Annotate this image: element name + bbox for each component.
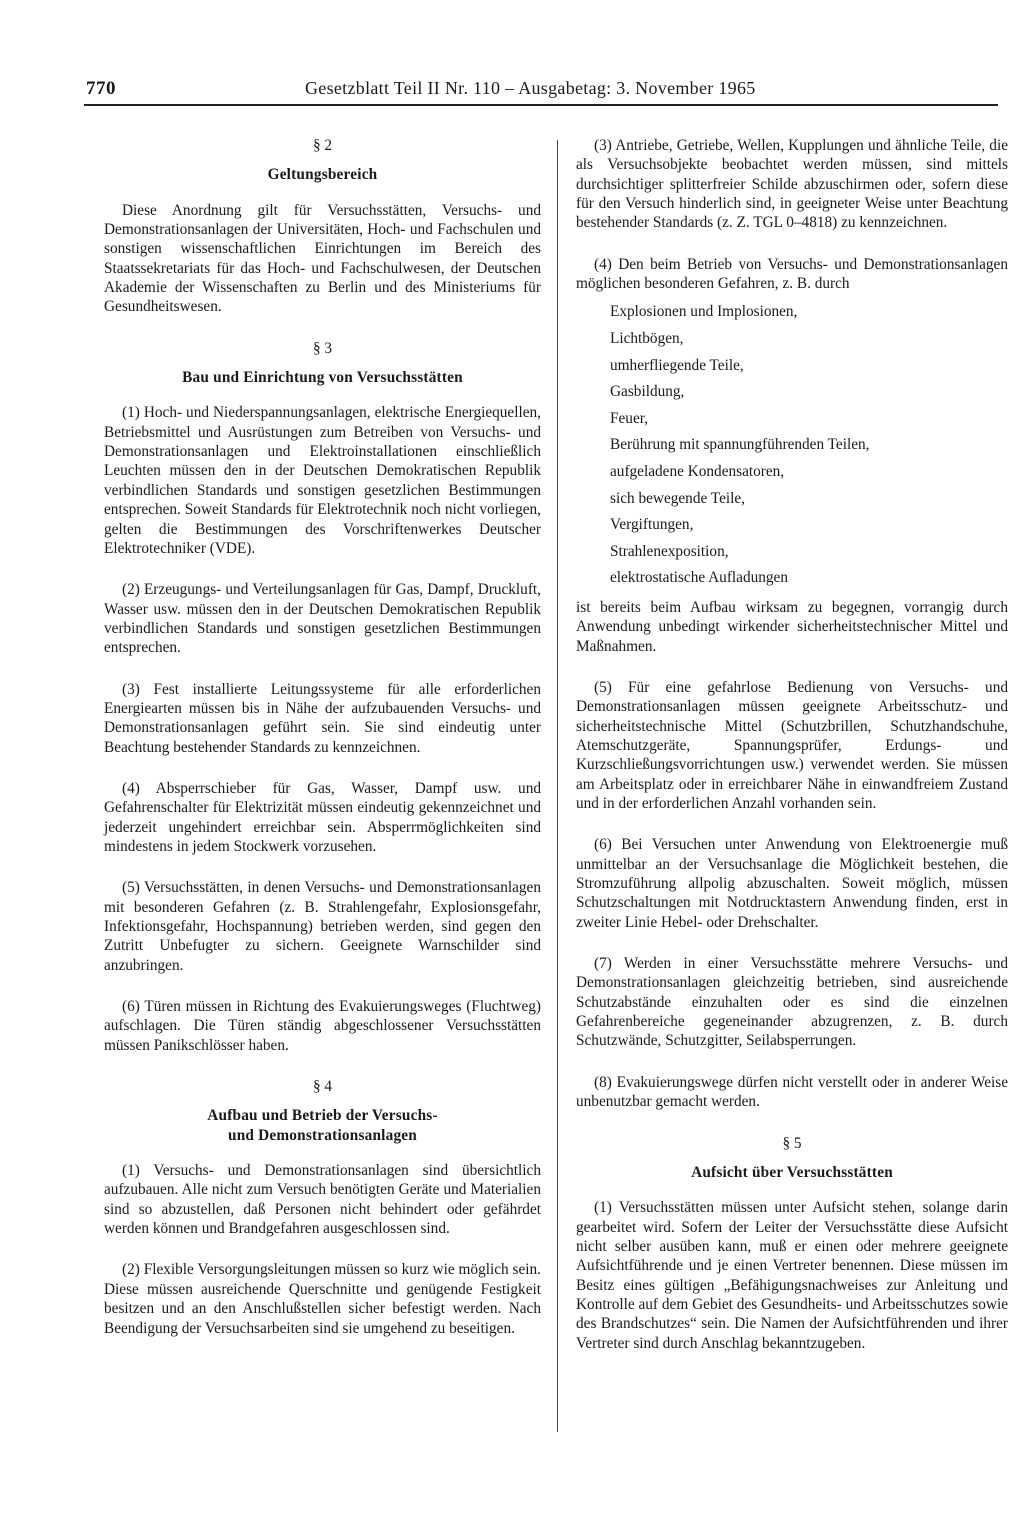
column-divider [557,140,558,1432]
paragraph: (6) Türen müssen in Richtung des Evakuierungsweges (Fluchtweg) aufschlagen. Die Türen ständig abgeschlossener Versuchsstätten müssen Panikschlösser haben. [104,998,541,1054]
paragraph: ist bereits beim Aufbau wirksam zu begegnen, vorrangig durch Anwendung unbedingt wirkender sicherheitstechnischer Mittel und Maßnahmen. [576,598,1008,655]
paragraph: (2) Flexible Versorgungsleitungen müssen so kurz wie möglich sein. Diese müssen ausreichende Querschnitte und genügende Festigkeit besitzen und an den Anschlußstellen sicher befestigt werden. Nach Beendigung der Versuchsarbeiten sind sie umgehend zu beseitigen. [104,1261,541,1337]
paragraph: (2) Erzeugungs- und Verteilungsanlagen für Gas, Dampf, Druckluft, Wasser usw. müssen den in der Deutschen Demokratischen Republik verbindlichen Standards und sonstigen gesetzlichen Bestimmungen entsprechen. [104,581,541,657]
paragraph: (3) Antriebe, Getriebe, Wellen, Kupplungen und ähnliche Teile, die als Versuchsobjekte beobachtet werden müssen, sind mittels durchsichtiger splitterfreier Schilde abzuschirmen oder, sofern diese für den Versuch hinderlich sind, in geeigneter Weise unter Beachtung bestehender Standards (z. Z. TGL 0–4818) zu kennzeichnen. [576,137,1008,232]
section-title: Aufsicht über Versuchsstätten [691,1163,893,1181]
page-number: 770 [86,78,116,99]
list-item: Gasbildung, [610,383,685,401]
section-number: § 4 [312,1078,333,1096]
list-item: Lichtbögen, [610,330,684,347]
header-rule [84,104,998,106]
paragraph: (4) Absperrschieber für Gas, Wasser, Dampf usw. und Gefahrenschalter für Elektrizität müssen eindeutig gekennzeichnet und jederzeit ungehindert erreichbar sein. Absperrmöglichkeiten sind mindestens in jedem Stockwerk vorzusehen. [104,779,541,855]
paragraph: Diese Anordnung gilt für Versuchsstätten, Versuchs- und Demonstrationsanlagen der Universitäten, Hoch- und Fachschulen und sonstigen wissenschaftlichen Einrichtungen im Bereich des Staatssekretariats für das Hoch- und Fachschulwesen, der Deutschen Akademie der Wissenschaften zu Berlin und des Ministeriums für Gesundheitswesen. [104,201,541,316]
paragraph: (4) Den beim Betrieb von Versuchs- und Demonstrationsanlagen möglichen besonderen Gefahren, z. B. durch [576,255,1008,293]
section-number: § 5 [782,1134,802,1152]
paragraph: (5) Versuchsstätten, in denen Versuchs- und Demonstrationsanlagen mit besonderen Gefahren (z. B. Strahlengefahr, Explosionsgefahr, Infektionsgefahr, Hochspannung) betrieben werden, sind gegen den Zutritt Unbefugter zu sichern. Geeignete Warnschilder sind anzubringen. [104,879,541,974]
paragraph: (1) Hoch- und Niederspannungsanlagen, elektrische Energiequellen, Betriebsmittel und Ausrüstungen zum Betreiben von Versuchs- und Demonstrationsanlagen und Elektroinstallationen einschließlich Leuchten müssen den in der Deutschen Demokratischen Republik verbindlichen Standards und sonstigen gesetzlichen Bestimmungen entsprechen. Soweit Standards für Elektrotechnik noch nicht vorliegen, gelten die Bestimmungen des Vorschriftenwerkes Deutscher Elektrotechniker (VDE). [104,404,541,557]
list-item: Explosionen und Implosionen, [610,303,798,321]
list-item: umherfliegende Teile, [610,356,744,374]
paragraph: (6) Bei Versuchen unter Anwendung von Elektroenergie muß unmittelbar an der Versuchsanlage die Möglichkeit bestehen, die Stromzuführung allpolig abzuschalten. Soweit möglich, müssen Schutzschaltungen mit Notdrucktastern Anwendung finden, erst in zweiter Linie Hebel- oder Drehschalter. [576,836,1008,931]
section-title-line1: Aufbau und Betrieb der Versuchs- [207,1107,438,1125]
paragraph: (5) Für eine gefahrlose Bedienung von Versuchs- und Demonstrationsanlagen müssen geeignete Arbeitsschutz- und sicherheitstechnische Mittel (Schutzbrillen, Schutzhandschuhe, Atemschutzgeräte, Spannungsprüfer, Erdungs- und Kurzschließungsvorrichtungen usw.) verwendet werden. Sie müssen am Arbeitsplatz oder in erreichbarer Nähe in einwandfreiem Zustand und in der erforderlichen Anzahl vorhanden sein. [576,678,1008,813]
section-title-line2: und Demonstrationsanlagen [227,1126,418,1144]
paragraph: (7) Werden in einer Versuchsstätte mehrere Versuchs- und Demonstrationsanlagen gleichzeitig betrieben, sind ausreichende Schutzabstände einzuhalten oder es sind die einzelnen Gefahrenbereiche gegeneinander abzugrenzen, z. B. durch Schutzwände, Schutzgitter, Seilabsperrungen. [576,955,1008,1050]
hazard-list [576,299,1008,592]
section-title: Bau und Einrichtung von Versuchsstätten [182,369,463,387]
list-item: Berührung mit spannungführenden Teilen, [610,436,870,454]
right-column [576,136,1008,1375]
list-item: Vergiftungen, [610,516,694,534]
section-title: Geltungsbereich [267,166,378,184]
section-number: § 3 [312,339,333,357]
list-item: Feuer, [610,409,649,427]
section-number: § 2 [312,137,333,154]
list-item: aufgeladene Kondensatoren, [610,462,785,480]
list-item: sich bewegende Teile, [610,489,745,507]
left-column [104,136,541,1360]
paragraph: (1) Versuchs- und Demonstrationsanlagen sind übersichtlich aufzubauen. Alle nicht zum Versuch benötigten Geräte und Materialien sind so abzustellen, daß Personen nicht behindert oder gefährdet werden können und Brandgefahren ausgeschlossen sind. [104,1162,541,1238]
running-title: Gesetzblatt Teil II Nr. 110 – Ausgabetag: 3. November 1965 [305,78,756,98]
paragraph: (8) Evakuierungswege dürfen nicht verstellt oder in anderer Weise unbenutzbar gemacht werden. [576,1073,1008,1111]
list-item: elektrostatische Aufladungen [610,569,788,587]
paragraph: (1) Versuchsstätten müssen unter Aufsicht stehen, solange darin gearbeitet wird. Sofern der Leiter der Versuchsstätte diese Aufsicht nicht selber ausüben kann, muß er einen oder mehrere geeignete Aufsichtführende und je einen Vertreter benennen. Diese müssen im Besitz eines gültigen „Befähigungsnachweises zur Anleitung und Kontrolle auf dem Gebiet des Gesundheits- und Arbeitsschutzes sowie des Brandschutzes“ sein. Die Namen der Aufsichtführenden und ihrer Vertreter sind durch Anschlag bekanntzugeben. [576,1199,1008,1352]
list-item: Strahlenexposition, [610,542,729,560]
page-header [86,78,998,106]
paragraph: (3) Fest installierte Leitungssysteme für alle erforderlichen Energiearten müssen bis in Nähe der aufzubauenden Versuchs- und Demonstrationsanlagen geführt sein. Sie sind eindeutig unter Beachtung bestehender Standards zu kennzeichnen. [104,680,541,756]
